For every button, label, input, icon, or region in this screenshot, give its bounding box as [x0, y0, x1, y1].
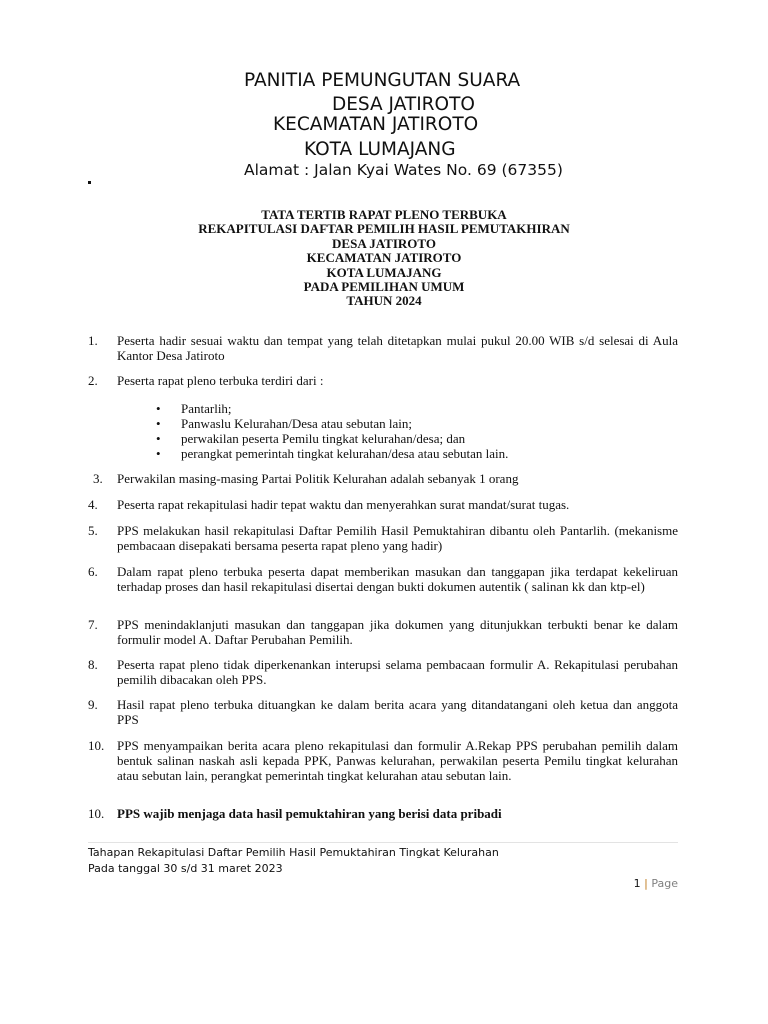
title-line: PADA PEMILIHAN UMUM [303, 279, 465, 295]
footer-stage: Tahapan Rekapitulasi Daftar Pemilih Hasil Pemuktahiran Tingkat Kelurahan [88, 846, 499, 859]
list-item-text: Panwaslu Kelurahan/Desa atau sebutan lain; [181, 416, 413, 431]
item-text: Dalam rapat pleno terbuka peserta dapat memberikan masukan dan tanggapan jika terdapat kekeliruan terhadap proses dan hasil rekapitulasi disertai dengan bukti dokumen autentik ( salinan kk dan ktp-el) [117, 564, 678, 594]
document-title [100, 208, 668, 309]
bullet-icon: • [156, 446, 161, 461]
title-line: DESA JATIROTO [332, 235, 436, 251]
title-line: TATA TERTIB RAPAT PLENO TERBUKA [261, 207, 507, 222]
item-text: Peserta rapat rekapitulasi hadir tepat waktu dan menyerahkan surat mandat/surat tugas. [117, 497, 570, 512]
stray-dot [88, 181, 91, 184]
item-text: Perwakilan masing-masing Partai Politik Kelurahan adalah sebanyak 1 orang [117, 471, 519, 486]
item-number: 10. [88, 738, 105, 753]
list-item [156, 401, 508, 416]
item-number: 6. [88, 564, 98, 579]
rule-item-9 [88, 697, 678, 727]
item-number: 9. [88, 697, 98, 712]
footer-date: Pada tanggal 30 s/d 31 maret 2023 [88, 862, 283, 875]
page-number: 1 [633, 877, 641, 890]
item-text: Peserta rapat pleno terbuka terdiri dari : [117, 373, 324, 388]
list-item [156, 431, 508, 446]
item-text: PPS melakukan hasil rekapitulasi Daftar Pemilih Hasil Pemuktahiran dibantu oleh Pantarlih. (mekanisme pembacaan disepakati bersama peserta rapat pleno yang hadir) [117, 523, 678, 553]
footer-divider [88, 842, 678, 843]
rule-item-1 [88, 333, 678, 363]
rule-item-2 [88, 373, 678, 388]
address-line: Alamat : Jalan Kyai Wates No. 69 (67355) [244, 161, 563, 179]
title-line: TAHUN 2024 [346, 293, 422, 309]
rule-item-6 [88, 564, 678, 594]
rule-item-3 [88, 471, 678, 486]
page-indicator [634, 877, 678, 890]
district-name: KECAMATAN JATIROTO [273, 114, 479, 135]
committee-name: PANITIA PEMUNGUTAN SUARA [244, 70, 521, 91]
item-number: 5. [88, 523, 98, 538]
rule-item-4 [88, 497, 678, 512]
participant-list [156, 401, 508, 461]
item-text: Peserta rapat pleno tidak diperkenankan interupsi selama pembacaan formulir A. Rekapitulasi perubahan pemilih dibacakan oleh PPS. [117, 657, 678, 687]
list-item-text: perangkat pemerintah tingkat kelurahan/desa atau sebutan lain. [181, 446, 509, 461]
title-line: KOTA LUMAJANG [326, 264, 442, 280]
title-line: KECAMATAN JATIROTO [306, 250, 462, 266]
page-label: Page [651, 877, 678, 890]
list-item-text: perwakilan peserta Pemilu tingkat kelurahan/desa; dan [181, 431, 466, 446]
item-number: 7. [88, 617, 98, 632]
rule-item-5 [88, 523, 678, 553]
page-separator: | [644, 877, 648, 890]
rule-item-7 [88, 617, 678, 647]
item-number: 3. [93, 471, 103, 486]
item-number: 8. [88, 657, 98, 672]
item-number: 2. [88, 373, 98, 388]
list-item [156, 416, 508, 431]
list-item-text: Pantarlih; [181, 401, 232, 416]
rule-item-8 [88, 657, 678, 687]
item-text: Peserta hadir sesuai waktu dan tempat yang telah ditetapkan mulai pukul 20.00 WIB s/d selesai di Aula Kantor Desa Jatiroto [117, 333, 678, 363]
city-name: KOTA LUMAJANG [304, 139, 456, 160]
rule-item-10 [88, 738, 678, 783]
item-text: PPS menyampaikan berita acara pleno rekapitulasi dan formulir A.Rekap PPS perubahan pemilih dalam bentuk salinan naskah asli kepada PPK, Panwas kelurahan, perwakilan peserta Pemilu tingkat kelurahan atau sebutan lain, perangkat pemerintah tingkat kelurahan atau sebutan lain. [117, 738, 678, 783]
item-text: PPS wajib menjaga data hasil pemuktahiran yang berisi data pribadi [117, 806, 502, 821]
bullet-icon: • [156, 416, 161, 431]
list-item [156, 446, 508, 461]
rule-item-11 [88, 806, 678, 821]
bullet-icon: • [156, 401, 161, 416]
village-name: DESA JATIROTO [332, 94, 475, 115]
title-line: REKAPITULASI DAFTAR PEMILIH HASIL PEMUTAKHIRAN [198, 221, 570, 237]
item-number: 4. [88, 497, 98, 512]
item-number: 10. [88, 806, 105, 821]
item-text: Hasil rapat pleno terbuka dituangkan ke dalam berita acara yang ditandatangani oleh ketua dan anggota PPS [117, 697, 678, 727]
item-number: 1. [88, 333, 98, 348]
item-text: PPS menindaklanjuti masukan dan tanggapan jika dokumen yang ditunjukkan terbukti benar ke dalam formulir model A. Daftar Perubahan Pemilih. [117, 617, 678, 647]
bullet-icon: • [156, 431, 161, 446]
